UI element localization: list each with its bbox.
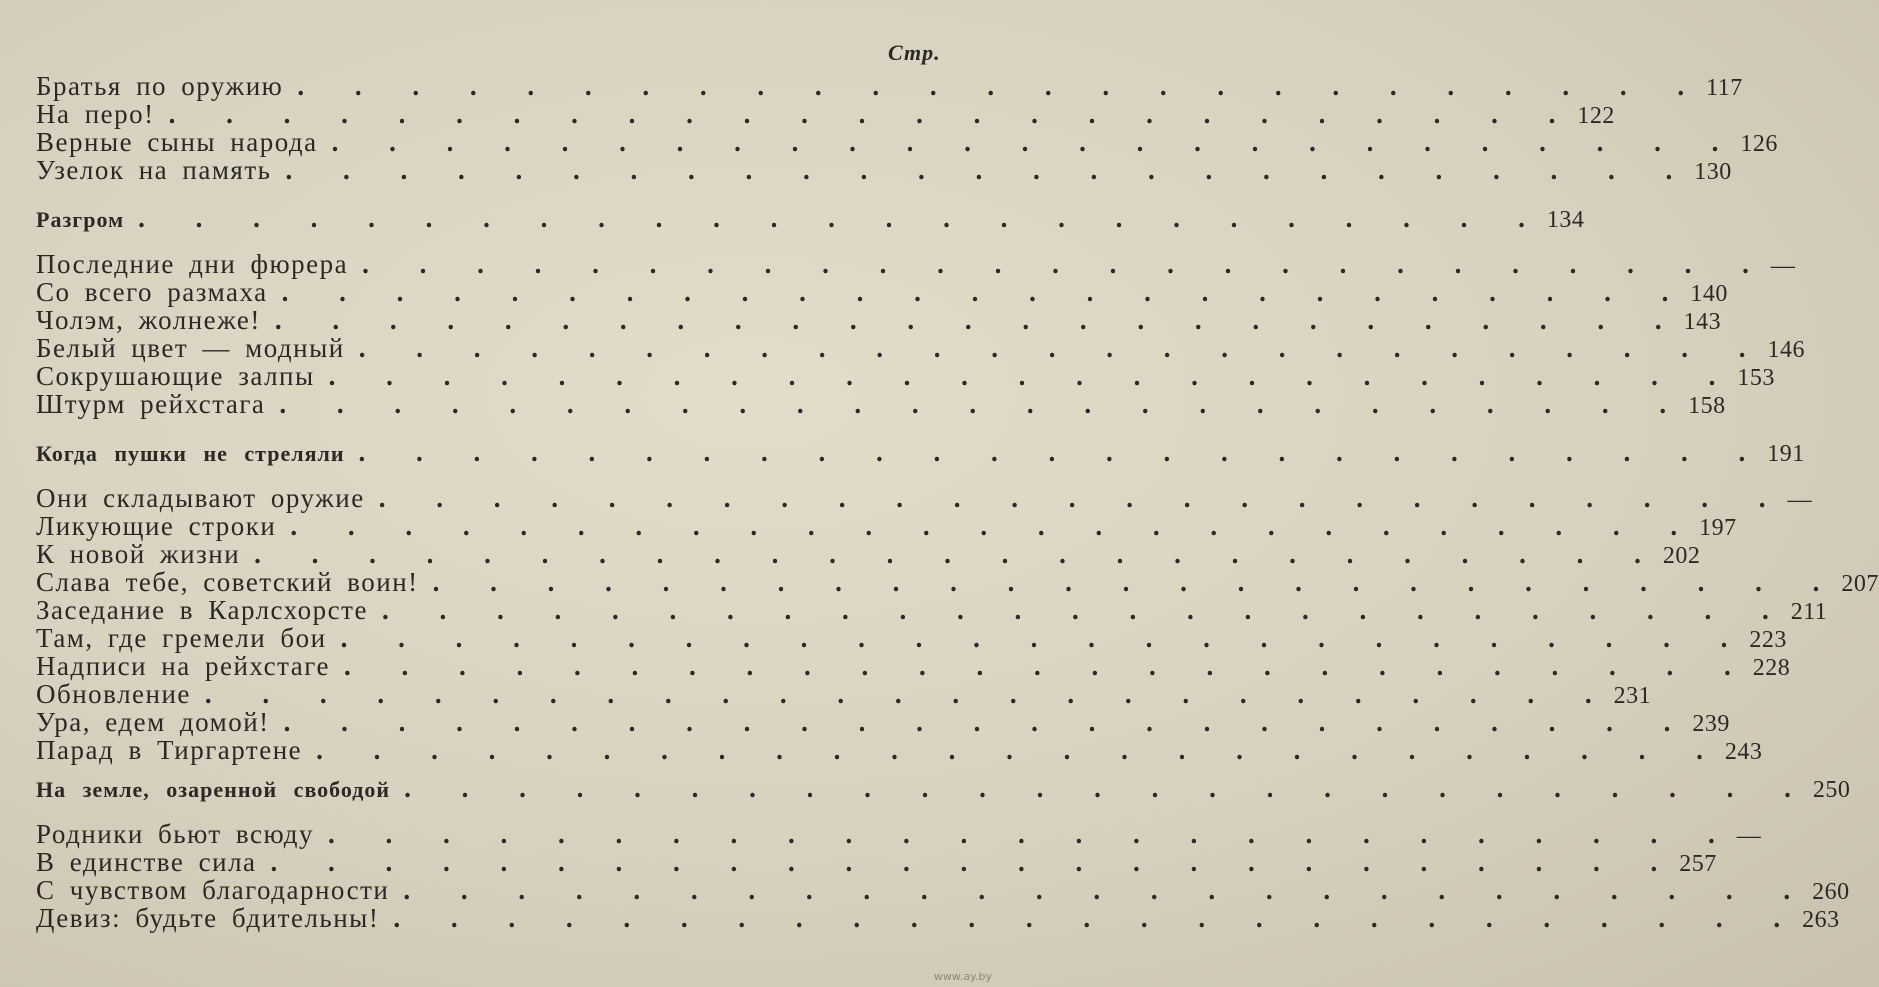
page-number: 153 [1737,365,1775,391]
toc-entry-row [36,595,1828,625]
dot-leader: . . . . . . . . . . . . . . . . . . . . . . . . . [316,735,1725,765]
page-number: 158 [1688,393,1726,419]
toc-entry-row [36,735,1763,765]
toc-entry-row [36,623,1787,653]
entry-title: На перо! [36,99,155,129]
page-number: 130 [1694,159,1732,185]
toc-section-row [36,203,1585,233]
entry-title: Девиз: будьте бдительны! [36,903,380,933]
page-number: 228 [1752,655,1791,681]
page-number: 263 [1802,907,1840,933]
page-number: 243 [1724,739,1763,765]
entry-title: В единстве сила [36,847,257,877]
dot-leader: . . . . . . . . . . . . . . . . . . . . . . . . . [290,511,1700,541]
toc-entry-row [36,389,1726,419]
page-number: 239 [1692,711,1730,737]
toc-entry-row [36,567,1879,597]
dot-leader: . . . . . . . . . . . . . . . . . . . . . . . . . [378,483,1788,513]
dot-leader: . . . . . . . . . . . . . . . . . . . . . . . . . [204,679,1614,709]
toc-entry-row [36,249,1796,279]
page-number: 211 [1790,599,1828,625]
dot-leader: . . . . . . . . . . . . . . . . . . . . . . . . . [283,707,1693,737]
page-number: 143 [1683,309,1722,335]
entry-title: Они складывают оружие [36,483,365,513]
dot-leader: . . . . . . . . . . . . . . . . . . . . . . . . . [340,623,1750,653]
toc-entry-row [36,651,1791,681]
entry-title: Парад в Тиргартене [36,735,303,765]
toc-entry-row [36,277,1728,307]
toc-entry-row [36,361,1775,391]
page-number: 250 [1812,777,1851,803]
page-number: 231 [1613,683,1652,709]
entry-title: Ликующие строки [36,511,277,541]
dot-leader: . . . . . . . . . . . . . . . . . . . . . . . . . [331,127,1741,157]
dot-leader: . . . . . . . . . . . . . . . . . . . . . . . . . [285,155,1695,185]
section-title: На земле, озаренной свободой [36,777,391,802]
page-number: 126 [1740,131,1778,157]
dot-leader: . . . . . . . . . . . . . . . . . . . . . . . . . [403,875,1813,905]
page-number: 223 [1749,627,1787,653]
toc-entry-row [36,847,1717,877]
entry-title: Братья по оружию [36,71,284,101]
dot-leader: . . . . . . . . . . . . . . . . . . . . . . . . . [270,847,1680,877]
page-number: 257 [1679,851,1717,877]
page-column-header: Стр. [888,40,941,65]
page-number: 146 [1767,337,1805,363]
toc-entry-row [36,305,1722,335]
dot-leader: . . . . . . . . . . . . . . . . . . . . . . . . . [168,99,1578,129]
dot-leader: . . . . . . . . . . . . . . . . . . . . . . . . . [393,903,1803,933]
entry-title: Заседание в Карлсхорсте [36,595,368,625]
toc-entry-row [36,483,1812,513]
section-title: Разгром [36,207,125,232]
entry-title: Ура, едем домой! [36,707,270,737]
toc-entry-row [36,875,1850,905]
dot-leader: . . . . . . . . . . . . . . . . . . . . . . . . . [343,651,1753,681]
dot-leader: . . . . . . . . . . . . . . . . . . . . . . . . . [362,249,1771,279]
toc-entry-row [36,127,1778,157]
page-number: — [1770,253,1796,279]
toc-entry-row [36,819,1762,849]
toc-entry-row [36,539,1701,569]
page-number: 140 [1690,281,1728,307]
section-title: Когда пушки не стреляли [36,441,345,466]
toc-entry-row [36,707,1730,737]
page-number: — [1736,823,1762,849]
watermark: www.ay.by [933,970,992,983]
entry-title: Белый цвет — модный [36,333,345,363]
page-number: — [1787,487,1812,513]
dot-leader: . . . . . . . . . . . . . . . . . . . . . . . . . [254,539,1663,569]
dot-leader: . . . . . . . . . . . . . . . . . . . . . . . . . [404,773,1813,803]
entry-title: Там, где гремели бои [36,623,327,653]
toc-entry-row [36,99,1615,129]
page-number: 260 [1812,879,1850,905]
page-number: 191 [1767,441,1805,467]
dot-leader: . . . . . . . . . . . . . . . . . . . . . . . . . [274,305,1684,335]
page-number: 117 [1706,75,1743,101]
toc-entry-row [36,903,1840,933]
dot-leader: . . . . . . . . . . . . . . . . . . . . . . . . . [432,567,1842,597]
entry-title: Чолэм, жолнеже! [36,305,261,335]
page-number: 122 [1577,103,1615,129]
entry-title: Родники бьют всюду [36,819,315,849]
entry-title: Последние дни фюрера [36,249,349,279]
dot-leader: . . . . . . . . . . . . . . . . . . . . . . . . . [281,277,1691,307]
entry-title: Слава тебе, советский воин! [36,567,419,597]
dot-leader: . . . . . . . . . . . . . . . . . . . . . . . . . [297,71,1707,101]
toc-section-row [36,437,1805,467]
page-number: 202 [1662,543,1701,569]
entry-title: Обновление [36,679,191,709]
entry-title: Надписи на рейхстаге [36,651,330,681]
page-number: 207 [1841,571,1879,597]
dot-leader: . . . . . . . . . . . . . . . . . . . . . . . . . [358,333,1768,363]
dot-leader: . . . . . . . . . . . . . . . . . . . . . . . . . [279,389,1689,419]
dot-leader: . . . . . . . . . . . . . . . . . . . . . . . . . [358,437,1768,467]
toc-entry-row [36,679,1652,709]
dot-leader: . . . . . . . . . . . . . . . . . . . . . . . . . [381,595,1791,625]
toc-entry-row [36,511,1737,541]
entry-title: Верные сыны народа [36,127,318,157]
entry-title: Штурм рейхстага [36,389,266,419]
page-number: 197 [1699,515,1737,541]
dot-leader: . . . . . . . . . . . . . . . . . . . . . . . . . [138,203,1547,233]
entry-title: Узелок на память [36,155,272,185]
toc-section-row [36,773,1851,803]
toc-entry-row [36,155,1732,185]
dot-leader: . . . . . . . . . . . . . . . . . . . . . . . . . [328,361,1738,391]
entry-title: К новой жизни [36,539,241,569]
toc-entry-row [36,71,1743,101]
page-number: 134 [1546,207,1585,233]
entry-title: С чувством благодарности [36,875,390,905]
entry-title: Сокрушающие залпы [36,361,315,391]
dot-leader: . . . . . . . . . . . . . . . . . . . . . . . . . [328,819,1737,849]
entry-title: Со всего размаха [36,277,268,307]
toc-entry-row [36,333,1805,363]
